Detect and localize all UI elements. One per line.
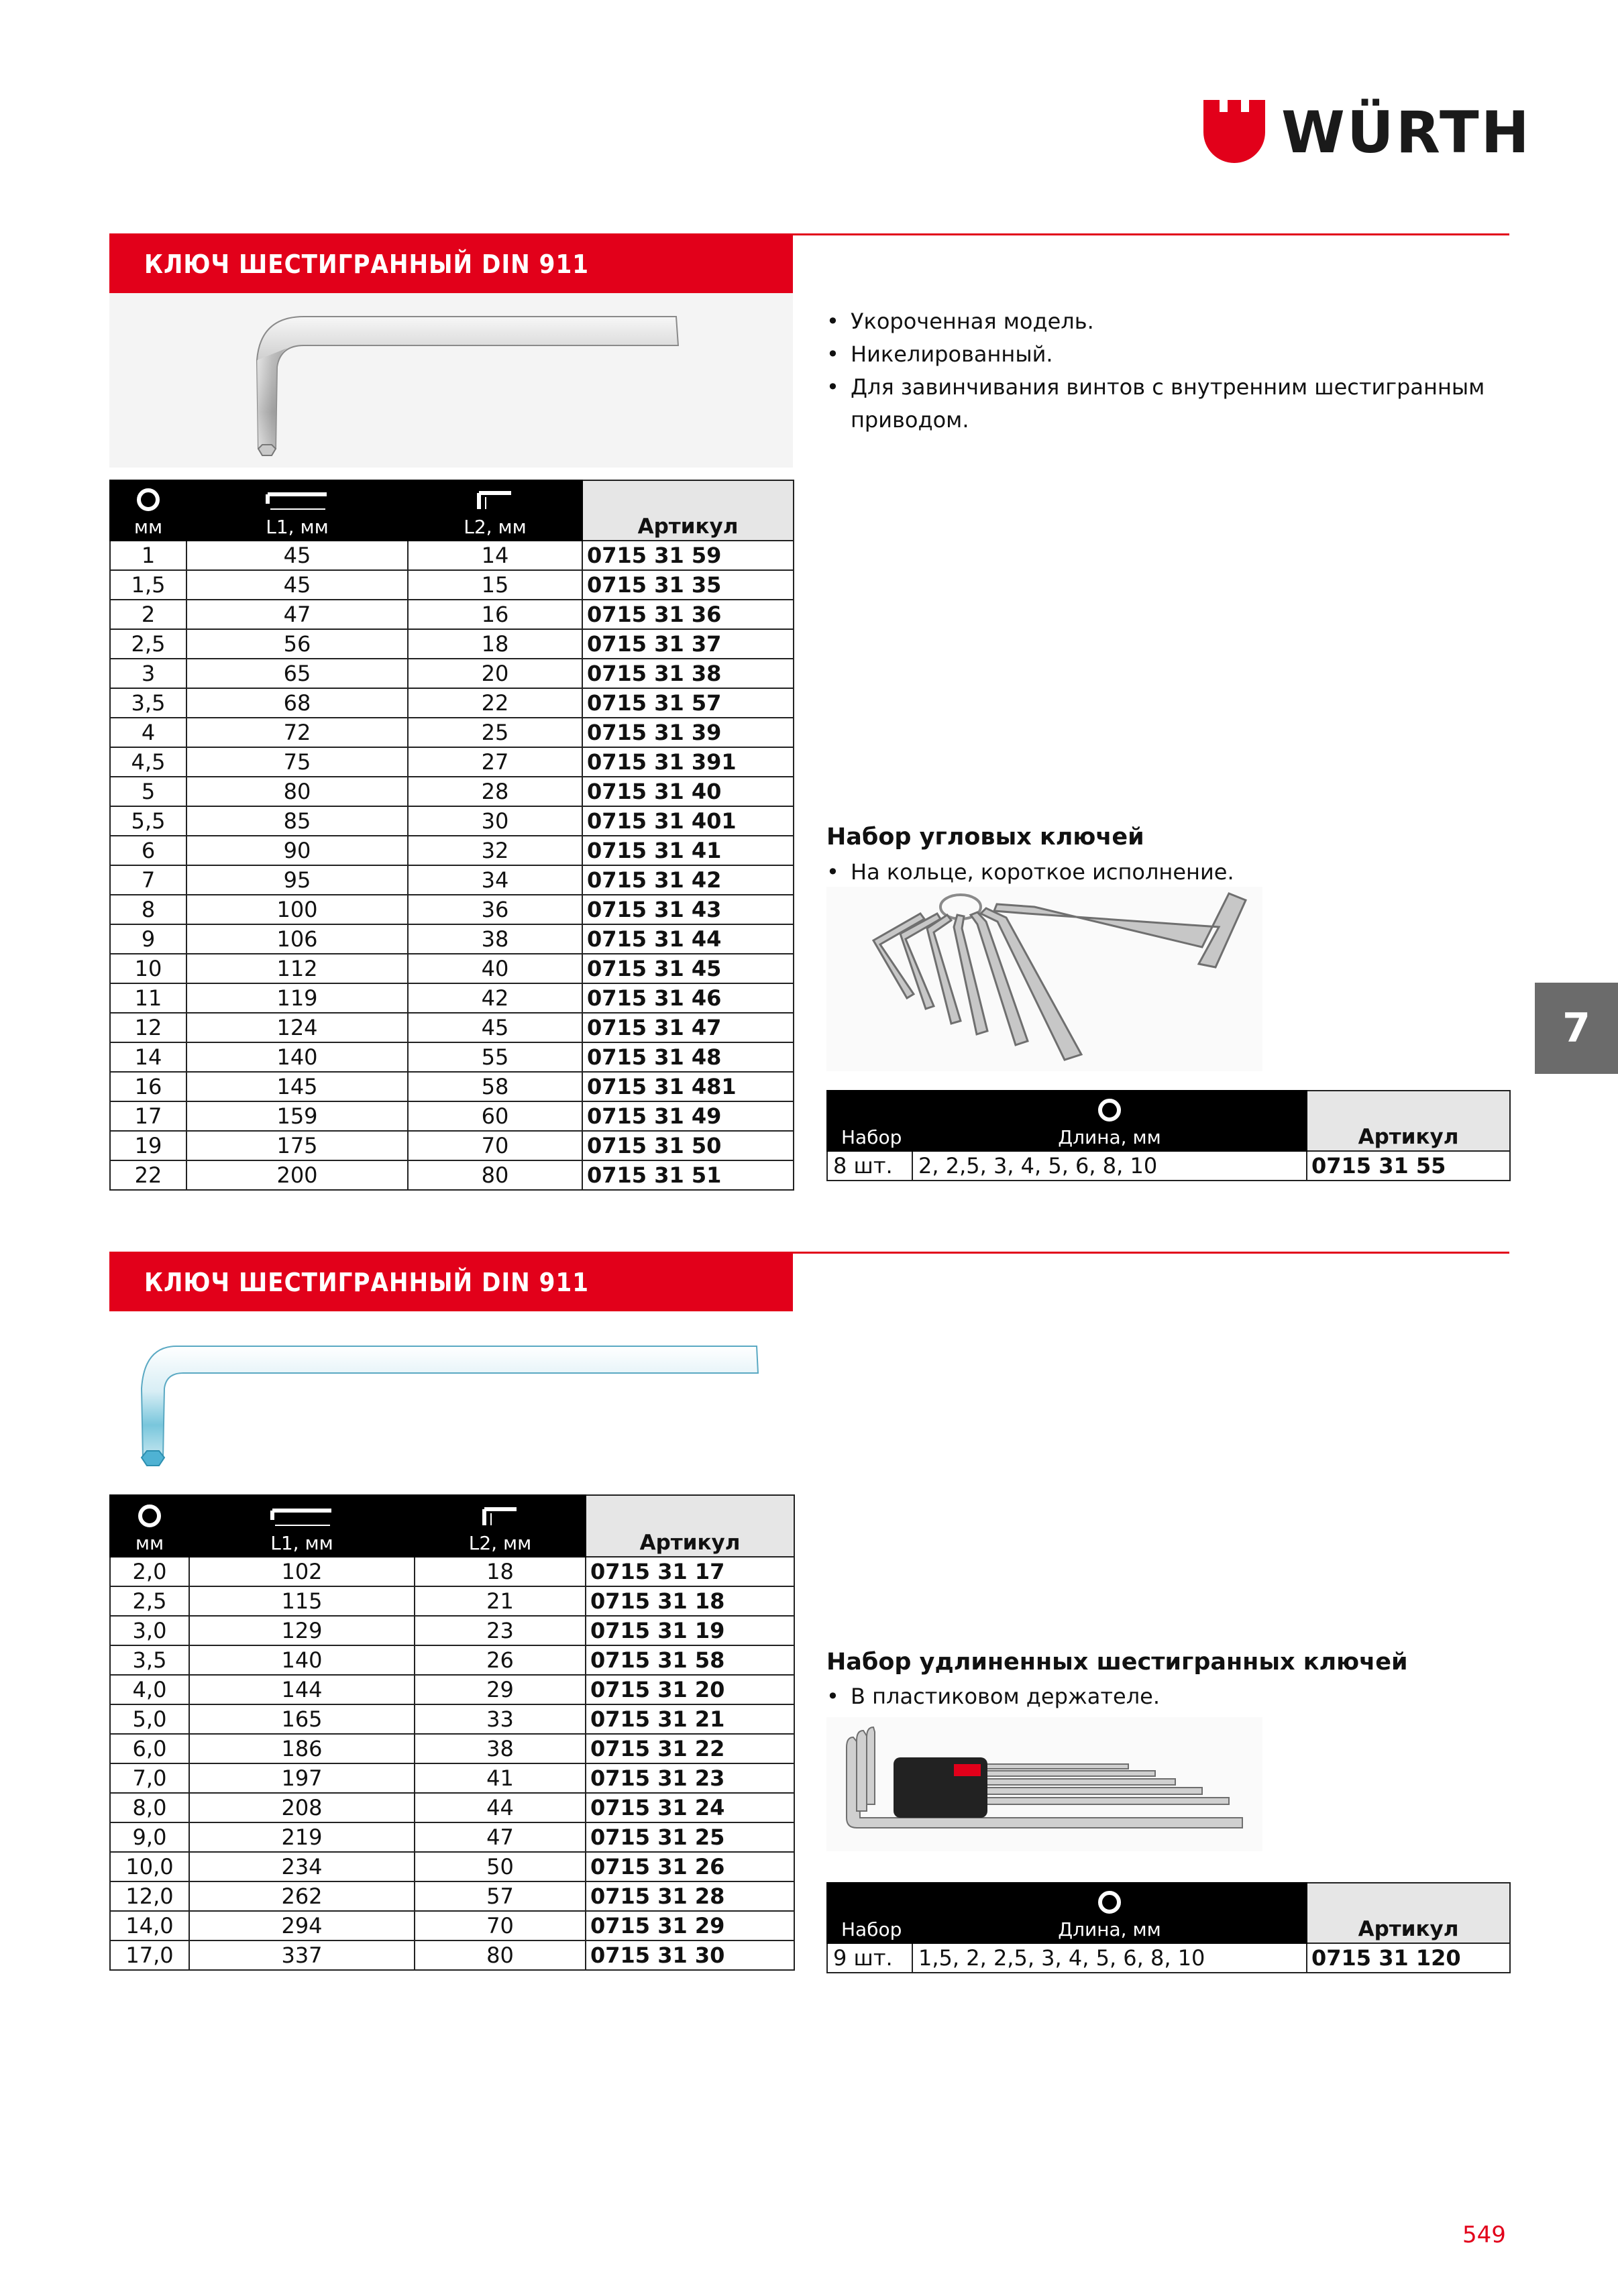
table-row	[110, 659, 794, 688]
hex-socket-icon	[1097, 1890, 1122, 1914]
l1-cell: 186	[189, 1734, 415, 1763]
set-count-header: Набор	[827, 1091, 912, 1151]
table-row	[110, 570, 794, 600]
l2-cell: 42	[408, 983, 582, 1013]
l1-cell: 234	[189, 1852, 415, 1881]
table-row	[110, 1072, 794, 1101]
table-row	[110, 895, 794, 924]
l1-cell: 72	[186, 718, 408, 747]
set-count-header: Набор	[827, 1883, 912, 1943]
l2-cell: 41	[415, 1763, 586, 1793]
l2-cell: 34	[408, 865, 582, 895]
article-header: Артикул	[586, 1495, 794, 1557]
l1-cell: 129	[189, 1616, 415, 1645]
article-cell: 0715 31 25	[586, 1822, 794, 1852]
size-cell: 7,0	[110, 1763, 189, 1793]
size-cell: 2,5	[110, 1586, 189, 1616]
article-cell: 0715 31 55	[1307, 1151, 1510, 1181]
l2-cell: 80	[415, 1940, 586, 1970]
table-row	[110, 600, 794, 629]
l1-cell: 115	[189, 1586, 415, 1616]
table-row	[110, 983, 794, 1013]
l2-cell: 57	[415, 1881, 586, 1911]
size-cell: 3,0	[110, 1616, 189, 1645]
l1-cell: 68	[186, 688, 408, 718]
article-cell: 0715 31 19	[586, 1616, 794, 1645]
l2-cell: 38	[408, 924, 582, 954]
l1-cell: 45	[186, 570, 408, 600]
hex-socket-icon	[1097, 1098, 1122, 1122]
article-cell: 0715 31 30	[586, 1940, 794, 1970]
l2-cell: 32	[408, 836, 582, 865]
wurth-logo	[1201, 97, 1268, 164]
l1-cell: 140	[186, 1042, 408, 1072]
table-row	[827, 1943, 1510, 1973]
lengths-header: Длина, мм	[912, 1091, 1307, 1151]
size-cell: 22	[110, 1160, 186, 1190]
long-key-set-image	[826, 1717, 1262, 1851]
article-cell: 0715 31 36	[582, 600, 794, 629]
l1-cell: 95	[186, 865, 408, 895]
short-leg-dimension-icon	[480, 1504, 521, 1528]
size-cell: 5,5	[110, 806, 186, 836]
table-row	[110, 1160, 794, 1190]
table-row	[110, 806, 794, 836]
l2-cell: 47	[415, 1822, 586, 1852]
l1-cell: 159	[186, 1101, 408, 1131]
article-cell: 0715 31 43	[582, 895, 794, 924]
size-table-long	[109, 1494, 795, 1971]
l1-header: L1, мм	[189, 1495, 415, 1557]
l1-cell: 65	[186, 659, 408, 688]
article-cell: 0715 31 44	[582, 924, 794, 954]
table-row	[110, 1616, 794, 1645]
l1-cell: 200	[186, 1160, 408, 1190]
l2-cell: 29	[415, 1675, 586, 1704]
article-header: Артикул	[1307, 1091, 1510, 1151]
hex-socket-icon	[136, 488, 160, 512]
article-cell: 0715 31 41	[582, 836, 794, 865]
l1-cell: 85	[186, 806, 408, 836]
size-cell: 8	[110, 895, 186, 924]
size-cell: 3	[110, 659, 186, 688]
table-row	[110, 1881, 794, 1911]
l2-cell: 27	[408, 747, 582, 777]
table-row	[110, 1586, 794, 1616]
feature-item: • Для завинчивания винтов с внутренним шестигранным приводом.	[826, 371, 1497, 437]
long-leg-dimension-icon	[268, 1504, 335, 1528]
l2-cell: 21	[415, 1586, 586, 1616]
angled-set-table	[826, 1090, 1511, 1181]
table-row	[827, 1151, 1510, 1181]
l1-cell: 102	[189, 1557, 415, 1586]
article-cell: 0715 31 22	[586, 1734, 794, 1763]
l2-cell: 44	[415, 1793, 586, 1822]
brand-name: WÜRTH	[1281, 99, 1531, 166]
long-set-table	[826, 1882, 1511, 1973]
table-row	[110, 836, 794, 865]
size-cell: 8,0	[110, 1793, 189, 1822]
l2-cell: 45	[408, 1013, 582, 1042]
size-cell: 19	[110, 1131, 186, 1160]
l2-cell: 38	[415, 1734, 586, 1763]
article-cell: 0715 31 58	[586, 1645, 794, 1675]
size-cell: 5,0	[110, 1704, 189, 1734]
l1-cell: 106	[186, 924, 408, 954]
size-header: мм	[110, 480, 186, 541]
article-cell: 0715 31 48	[582, 1042, 794, 1072]
short-hex-key-image	[109, 293, 793, 468]
article-cell: 0715 31 26	[586, 1852, 794, 1881]
l2-cell: 70	[408, 1131, 582, 1160]
size-cell: 1,5	[110, 570, 186, 600]
size-cell: 2,0	[110, 1557, 189, 1586]
size-table-short	[109, 480, 794, 1191]
article-cell: 0715 31 17	[586, 1557, 794, 1586]
long-set-title: Набор удлиненных шестигранных ключей	[826, 1649, 1408, 1676]
l1-header: L1, мм	[186, 480, 408, 541]
l2-cell: 55	[408, 1042, 582, 1072]
article-cell: 0715 31 24	[586, 1793, 794, 1822]
l1-cell: 145	[186, 1072, 408, 1101]
wurth-logo-mark	[1201, 97, 1268, 164]
size-cell: 1	[110, 541, 186, 570]
article-cell: 0715 31 401	[582, 806, 794, 836]
size-cell: 4,0	[110, 1675, 189, 1704]
l1-cell: 262	[189, 1881, 415, 1911]
product-features	[826, 305, 1497, 437]
l2-cell: 50	[415, 1852, 586, 1881]
article-cell: 0715 31 20	[586, 1675, 794, 1704]
size-cell: 14	[110, 1042, 186, 1072]
table-row	[110, 629, 794, 659]
page-number: 549	[1462, 2222, 1506, 2248]
article-cell: 0715 31 481	[582, 1072, 794, 1101]
l2-cell: 36	[408, 895, 582, 924]
l1-cell: 119	[186, 983, 408, 1013]
l1-cell: 80	[186, 777, 408, 806]
article-cell: 0715 31 391	[582, 747, 794, 777]
article-cell: 0715 31 39	[582, 718, 794, 747]
l2-header: L2, мм	[408, 480, 582, 541]
long-hex-key-image	[109, 1325, 793, 1479]
l1-cell: 175	[186, 1131, 408, 1160]
table-row	[110, 1940, 794, 1970]
size-cell: 3,5	[110, 1645, 189, 1675]
l1-cell: 47	[186, 600, 408, 629]
table-row	[110, 1911, 794, 1940]
size-cell: 14,0	[110, 1911, 189, 1940]
size-cell: 17,0	[110, 1940, 189, 1970]
size-cell: 11	[110, 983, 186, 1013]
article-cell: 0715 31 47	[582, 1013, 794, 1042]
size-cell: 6	[110, 836, 186, 865]
table-row	[110, 954, 794, 983]
short-leg-dimension-icon	[475, 488, 515, 512]
l1-cell: 124	[186, 1013, 408, 1042]
chapter-tab: 7	[1535, 983, 1618, 1074]
article-cell: 0715 31 57	[582, 688, 794, 718]
long-leg-dimension-icon	[264, 488, 331, 512]
l2-cell: 15	[408, 570, 582, 600]
lengths-cell: 2, 2,5, 3, 4, 5, 6, 8, 10	[912, 1151, 1307, 1181]
size-cell: 7	[110, 865, 186, 895]
table-row	[110, 1704, 794, 1734]
article-cell: 0715 31 28	[586, 1881, 794, 1911]
table-row	[110, 718, 794, 747]
angled-set-features	[826, 856, 1497, 889]
l1-cell: 197	[189, 1763, 415, 1793]
article-header: Артикул	[582, 480, 794, 541]
section-2-title: КЛЮЧ ШЕСТИГРАННЫЙ DIN 911	[109, 1254, 793, 1311]
table-row	[110, 1013, 794, 1042]
table-row	[110, 1675, 794, 1704]
size-cell: 17	[110, 1101, 186, 1131]
angled-set-title: Набор угловых ключей	[826, 824, 1144, 851]
l1-cell: 294	[189, 1911, 415, 1940]
table-row	[110, 1042, 794, 1072]
l2-cell: 26	[415, 1645, 586, 1675]
l1-cell: 56	[186, 629, 408, 659]
article-cell: 0715 31 37	[582, 629, 794, 659]
article-cell: 0715 31 50	[582, 1131, 794, 1160]
l1-cell: 219	[189, 1822, 415, 1852]
l1-cell: 75	[186, 747, 408, 777]
size-cell: 9	[110, 924, 186, 954]
feature-item: • В пластиковом держателе.	[826, 1680, 1497, 1713]
l1-cell: 337	[189, 1940, 415, 1970]
article-cell: 0715 31 35	[582, 570, 794, 600]
article-header: Артикул	[1307, 1883, 1510, 1943]
table-row	[110, 1645, 794, 1675]
size-cell: 6,0	[110, 1734, 189, 1763]
feature-item: • На кольце, короткое исполнение.	[826, 856, 1497, 889]
size-cell: 3,5	[110, 688, 186, 718]
l2-cell: 58	[408, 1072, 582, 1101]
l2-cell: 22	[408, 688, 582, 718]
l2-cell: 28	[408, 777, 582, 806]
l2-cell: 60	[408, 1101, 582, 1131]
table-row	[110, 1734, 794, 1763]
section-1-title: КЛЮЧ ШЕСТИГРАННЫЙ DIN 911	[109, 235, 793, 293]
ring-key-set-image	[826, 887, 1262, 1071]
size-cell: 9,0	[110, 1822, 189, 1852]
l2-cell: 40	[408, 954, 582, 983]
size-cell: 2	[110, 600, 186, 629]
l2-header: L2, мм	[415, 1495, 586, 1557]
size-cell: 10,0	[110, 1852, 189, 1881]
table-row	[110, 1557, 794, 1586]
size-cell: 16	[110, 1072, 186, 1101]
l2-cell: 18	[408, 629, 582, 659]
article-cell: 0715 31 29	[586, 1911, 794, 1940]
size-cell: 10	[110, 954, 186, 983]
l2-cell: 30	[408, 806, 582, 836]
feature-item: • Никелированный.	[826, 338, 1497, 371]
article-cell: 0715 31 23	[586, 1763, 794, 1793]
table-row	[110, 1131, 794, 1160]
l1-cell: 112	[186, 954, 408, 983]
l2-cell: 16	[408, 600, 582, 629]
l1-cell: 90	[186, 836, 408, 865]
l2-cell: 25	[408, 718, 582, 747]
set-count-cell: 9 шт.	[827, 1943, 912, 1973]
article-cell: 0715 31 120	[1307, 1943, 1510, 1973]
table-row	[110, 688, 794, 718]
table-row	[110, 541, 794, 570]
article-cell: 0715 31 18	[586, 1586, 794, 1616]
l2-cell: 18	[415, 1557, 586, 1586]
article-cell: 0715 31 45	[582, 954, 794, 983]
size-cell: 4,5	[110, 747, 186, 777]
size-cell: 4	[110, 718, 186, 747]
long-set-features	[826, 1680, 1497, 1713]
l1-cell: 100	[186, 895, 408, 924]
table-row	[110, 1793, 794, 1822]
table-row	[110, 1763, 794, 1793]
size-cell: 5	[110, 777, 186, 806]
set-count-cell: 8 шт.	[827, 1151, 912, 1181]
l2-cell: 70	[415, 1911, 586, 1940]
l2-cell: 33	[415, 1704, 586, 1734]
table-row	[110, 777, 794, 806]
article-cell: 0715 31 59	[582, 541, 794, 570]
article-cell: 0715 31 46	[582, 983, 794, 1013]
article-cell: 0715 31 42	[582, 865, 794, 895]
l2-cell: 20	[408, 659, 582, 688]
table-row	[110, 1852, 794, 1881]
table-row	[110, 747, 794, 777]
l1-cell: 165	[189, 1704, 415, 1734]
article-cell: 0715 31 49	[582, 1101, 794, 1131]
hex-socket-icon	[138, 1504, 162, 1528]
size-cell: 12	[110, 1013, 186, 1042]
article-cell: 0715 31 51	[582, 1160, 794, 1190]
size-cell: 2,5	[110, 629, 186, 659]
l2-cell: 23	[415, 1616, 586, 1645]
article-cell: 0715 31 38	[582, 659, 794, 688]
l1-cell: 144	[189, 1675, 415, 1704]
feature-item: • Укороченная модель.	[826, 305, 1497, 338]
article-cell: 0715 31 40	[582, 777, 794, 806]
table-row	[110, 865, 794, 895]
table-row	[110, 924, 794, 954]
l2-cell: 14	[408, 541, 582, 570]
lengths-cell: 1,5, 2, 2,5, 3, 4, 5, 6, 8, 10	[912, 1943, 1307, 1973]
table-row	[110, 1822, 794, 1852]
table-row	[110, 1101, 794, 1131]
l1-cell: 208	[189, 1793, 415, 1822]
l1-cell: 140	[189, 1645, 415, 1675]
lengths-header: Длина, мм	[912, 1883, 1307, 1943]
article-cell: 0715 31 21	[586, 1704, 794, 1734]
l1-cell: 45	[186, 541, 408, 570]
l2-cell: 80	[408, 1160, 582, 1190]
size-cell: 12,0	[110, 1881, 189, 1911]
size-header: мм	[110, 1495, 189, 1557]
